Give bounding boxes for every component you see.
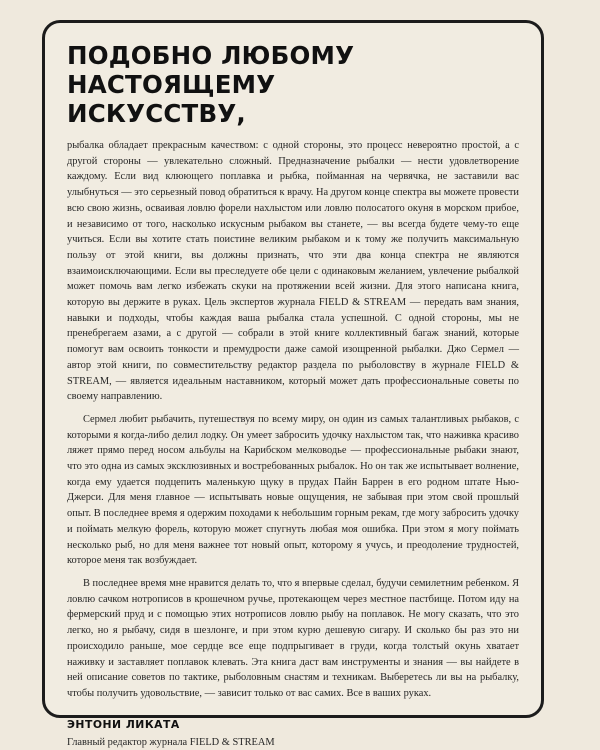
- title-line-2: ИСКУССТВУ,: [67, 99, 246, 128]
- article-body: [67, 138, 519, 702]
- paragraph-1: рыбалка обладает прекрасным качеством: с одной стороны, это процесс невероятно простой, а с другой стороны — увлекательно сложный. Предназначение рыбалки — нести удовлетворение каждому. Если вид клюющего поплавка и рыбка, пойманная на червячка, не заставили вас улыбнуться — это серьезный повод обратиться к врачу. На другом конце спектра вы можете провести всю свою жизнь, осваивая ловлю форели нахлыстом или ловлю полосатого окуня в морском прибое, и независимо от того, насколько искусным рыбаком вы станете, — вы всегда будете чему-то еще учиться. Если вы хотите стать поистине великим рыбаком и к тому же получить максимальную пользу от этой книги, вы должны признать, что эти два конца спектра не являются взаимоисключающими. Если вы преследуете обе цели с одинаковым желанием, увлечение рыбалкой может помочь вам легко избежать скуки на протяжении всей жизни. Для этого написана книга, которую вы держите в руках. Цель экспертов журнала FIELD & STREAM — передать вам знания, навыки и подходы, чтобы каждая ваша рыбалка стала успешной. С одной стороны, мы не пренебрегаем азами, а с другой — собрали в этой книге коллективный багаж знаний, которые помогут вам освоить тонкости и премудрости даже самой изощренной рыбалки. Джо Сермел — автор этой книги, по совместительству редактор раздела по рыболовству в журнале FIELD & STREAM, — является идеальным наставником, который может дать профессиональные советы по своему направлению.: [67, 140, 519, 403]
- title-line-1: ПОДОБНО ЛЮБОМУ НАСТОЯЩЕМУ: [67, 41, 355, 99]
- paragraph-2: Сермел любит рыбачить, путешествуя по всему миру, он один из самых талантливых рыбаков, с которыми я когда-либо делил лодку. Он умеет забросить удочку нахлыстом так, что наживка красиво ляжет прямо перед носом альбулы на Карибском мелководье — профессиональные рыбаки знают, что это одна из самых эксклюзивных и востребованных рыбалок. Но он так же испытывает волнение, когда ему удается подцепить маленькую щуку в прудах Пайн Баррен в его родном штате Нью-Джерси. Для меня главное — испытывать новые ощущения, не забывая при этом свой прошлый опыт. В последнее время я одержим походами к небольшим горным рекам, где могу забросить удочку и поймать мелкую форель, которую может спугнуть любая моя ошибка. При этом я могу поймать несколько рыб, но для меня важнее тот новый опыт, которому я учусь, и преодоление трудностей, которое меня так возбуждает.: [67, 413, 519, 567]
- content-frame: [42, 20, 544, 748]
- author-name: ЭНТОНИ ЛИКАТА: [67, 717, 180, 731]
- page-title: [67, 41, 519, 128]
- author-role: Главный редактор журнала FIELD & STREAM: [67, 736, 275, 748]
- paragraph-3: В последнее время мне нравится делать то, что я впервые сделал, будучи семилетним ребенком. Я ловлю сачком нотрописов в крошечном ручье, протекающем через местное пастбище. Потом иду на фермерский пруд и с помощью этих нотрописов ловлю рыбу на поплавок. Не могу сказать, что это легко, но я рыбачу, сидя в шезлонге, и при этом курю дешевую сигару. И сколько бы раз это ни происходило раньше, мое сердце все еще подпрыгивает в груди, когда толстый окунь хватает наживку и заставляет поплавок клевать. Эта книга даст вам инструменты и знания — вы найдете в ней описание советов по тактике, рыболовным снастям и техникам. Выберетесь ли вы на рыбалку, чтобы получить удовольствие, — зависит только от вас самих. Все в ваших руках.: [67, 577, 519, 699]
